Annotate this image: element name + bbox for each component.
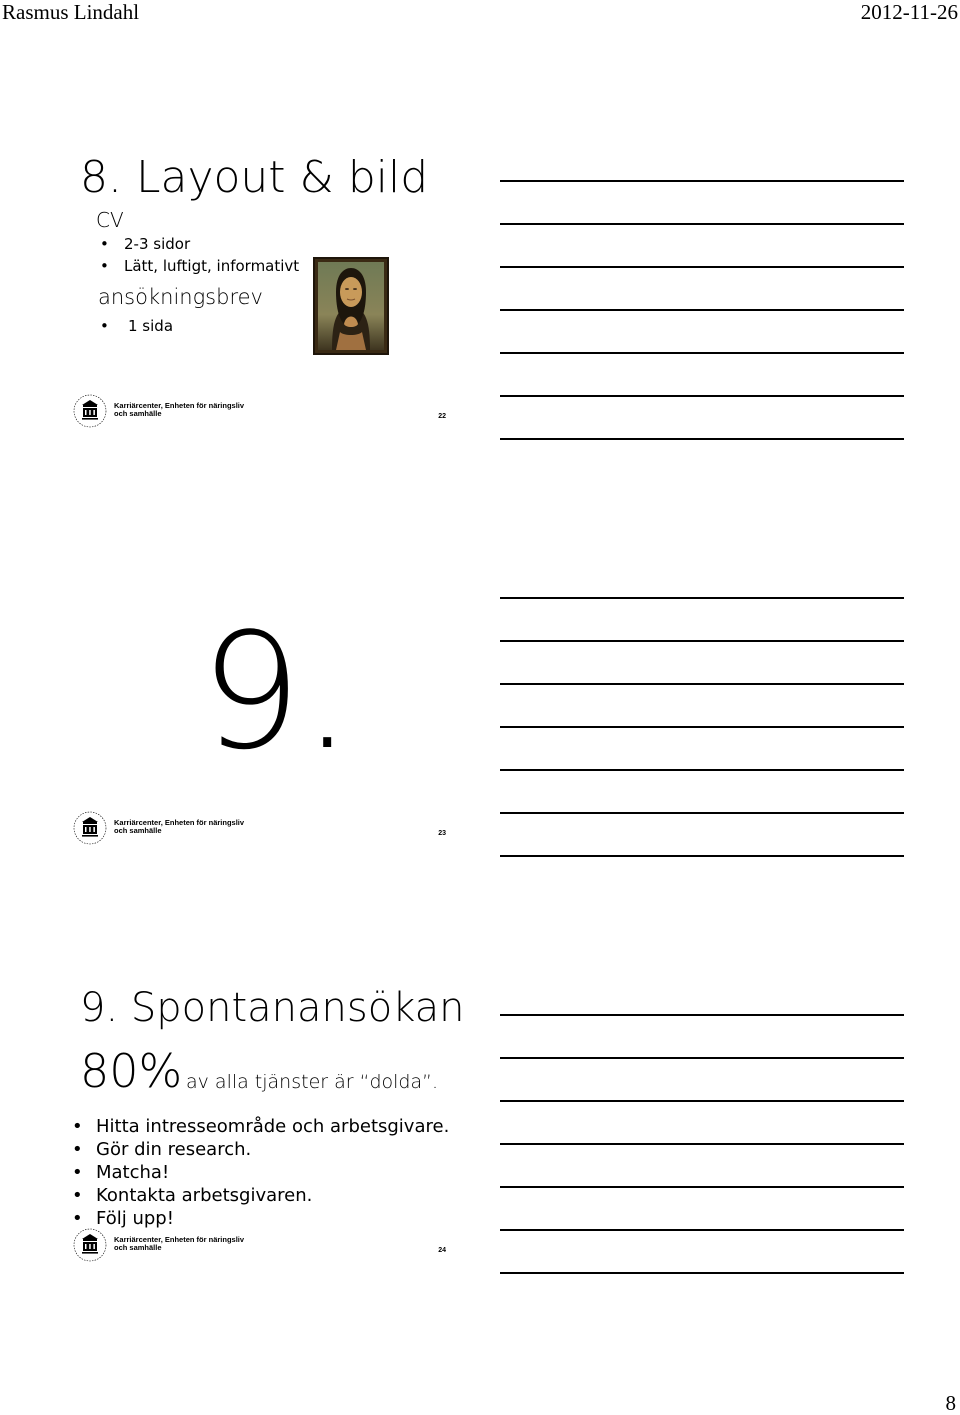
note-line — [500, 726, 904, 728]
slide-footer — [72, 1227, 462, 1267]
note-line — [500, 180, 904, 182]
note-line — [500, 1057, 904, 1059]
letter-bullet-list — [100, 315, 173, 337]
footer-org-line2: och samhälle — [114, 409, 162, 418]
slide-23 — [60, 547, 460, 847]
slide-title: 9. Spontanansökan — [80, 985, 465, 1031]
header-author: Rasmus Lindahl — [2, 0, 140, 24]
note-line — [500, 1186, 904, 1188]
note-line — [500, 223, 904, 225]
slide-footer — [72, 393, 462, 433]
section-heading-cv: CV — [96, 208, 124, 232]
stat-value: 80% — [80, 1044, 183, 1098]
note-line — [500, 683, 904, 685]
footer-org-line1: Karriärcenter, Enheten för näringsliv — [114, 401, 245, 410]
note-line — [500, 266, 904, 268]
note-line — [500, 395, 904, 397]
slide-22 — [60, 130, 460, 430]
list-item — [100, 315, 173, 337]
note-line — [500, 1014, 904, 1016]
list-item — [72, 1115, 449, 1138]
slide-number: 22 — [438, 413, 446, 420]
notes-lines-3 — [500, 1014, 904, 1276]
list-item — [100, 233, 299, 255]
slide-number: 24 — [438, 1247, 446, 1254]
umea-university-logo-icon — [72, 1227, 108, 1263]
footer-org-line2: och samhälle — [114, 826, 162, 835]
page-number: 8 — [945, 1391, 956, 1415]
cv-bullet-list — [100, 233, 299, 277]
list-item — [72, 1161, 449, 1184]
mona-lisa-painting — [318, 262, 384, 350]
footer-org-line1: Karriärcenter, Enheten för näringsliv — [114, 1235, 245, 1244]
note-line — [500, 597, 904, 599]
notes-lines-1 — [500, 180, 904, 442]
note-line — [500, 438, 904, 440]
footer-org-line2: och samhälle — [114, 1243, 162, 1252]
list-item-text: Kontakta arbetsgivaren. — [96, 1185, 313, 1206]
note-line — [500, 309, 904, 311]
slide-24 — [60, 964, 465, 1264]
section-heading-ansokningsbrev: ansökningsbrev — [98, 285, 263, 309]
note-line — [500, 1143, 904, 1145]
note-line — [500, 1272, 904, 1274]
umea-university-logo-icon — [72, 810, 108, 846]
action-bullet-list — [72, 1115, 449, 1230]
list-item — [72, 1184, 449, 1207]
slide-title: 8. Layout & bild — [80, 152, 429, 203]
note-line — [500, 812, 904, 814]
footer-org-line1: Karriärcenter, Enheten för näringsliv — [114, 818, 245, 827]
footer-org-text — [114, 402, 244, 418]
list-item-text: Hitta intresseområde och arbetsgivare. — [96, 1116, 450, 1137]
slide-number: 23 — [438, 830, 446, 837]
header-date: 2012-11-26 — [860, 0, 958, 24]
note-line — [500, 640, 904, 642]
list-item-text: Gör din research. — [96, 1139, 252, 1160]
notes-lines-2 — [500, 597, 904, 859]
note-line — [500, 1100, 904, 1102]
note-line — [500, 855, 904, 857]
list-item-text: Följ upp! — [96, 1208, 174, 1229]
list-item-text: 2-3 sidor — [124, 235, 191, 253]
note-line — [500, 352, 904, 354]
slide-footer — [72, 810, 462, 850]
mona-lisa-image — [313, 257, 389, 355]
list-item-text: Lätt, luftigt, informativt — [124, 257, 300, 275]
note-line — [500, 769, 904, 771]
list-item — [100, 255, 299, 277]
list-item-text: 1 sida — [128, 317, 174, 335]
slide-big-text: 9. — [200, 598, 353, 785]
stat-text: av alla tjänster är “dolda”. — [186, 1071, 439, 1093]
footer-org-text — [114, 819, 244, 835]
list-item-text: Matcha! — [96, 1162, 170, 1183]
list-item — [72, 1138, 449, 1161]
footer-org-text — [114, 1236, 244, 1252]
umea-university-logo-icon — [72, 393, 108, 429]
note-line — [500, 1229, 904, 1231]
